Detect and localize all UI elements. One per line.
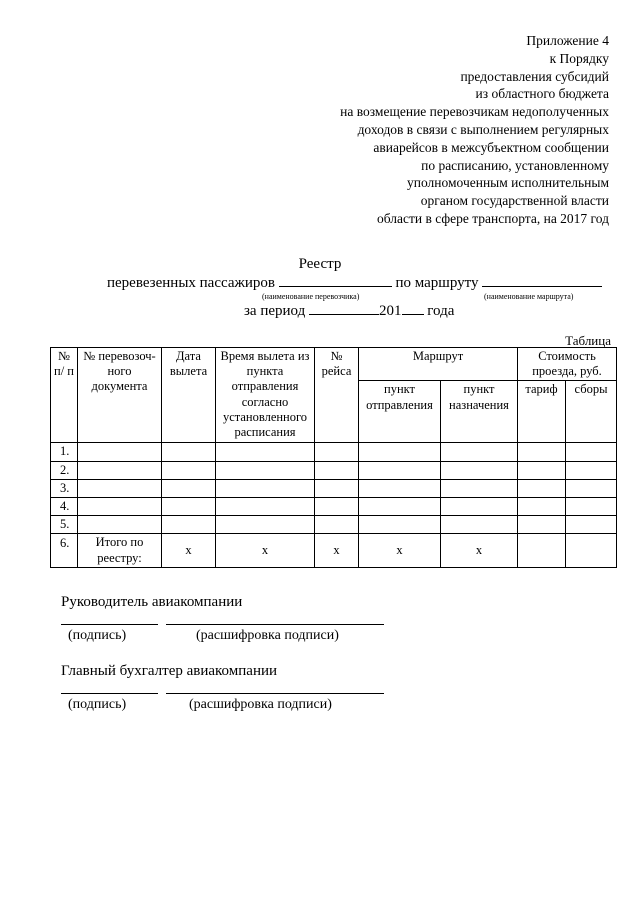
total-mark: х (162, 534, 216, 567)
table-cell[interactable] (78, 516, 162, 534)
table-cell[interactable] (441, 498, 518, 516)
table-cell[interactable] (162, 498, 216, 516)
table-cell[interactable] (566, 443, 617, 461)
table-cell[interactable] (315, 461, 359, 479)
row-number: 2. (51, 461, 78, 479)
appendix-line: авиарейсов в межсубъектном сообщении (373, 139, 609, 155)
table-cell[interactable] (441, 443, 518, 461)
appendix-line: на возмещение перевозчикам недополученных (340, 104, 609, 120)
table-cell[interactable] (518, 498, 566, 516)
registry-title: Реестр (298, 256, 342, 272)
table-cell[interactable] (78, 461, 162, 479)
table-cell[interactable] (315, 443, 359, 461)
table-cell[interactable] (359, 443, 441, 461)
head-decoding-caption: (расшифровка подписи) (196, 628, 339, 643)
table-header-row (51, 348, 617, 381)
route-name-blank[interactable] (482, 274, 602, 287)
table-cell[interactable] (216, 479, 315, 497)
row-number: 4. (51, 498, 78, 516)
table-cell[interactable] (441, 461, 518, 479)
table-cell[interactable] (359, 479, 441, 497)
table-cell[interactable] (566, 498, 617, 516)
header-fees: сборы (566, 381, 617, 443)
appendix-line: области в сфере транспорта, на 2017 год (376, 210, 609, 226)
registry-period-line (244, 302, 454, 320)
table-total-row (51, 534, 617, 567)
appendix-line: доходов в связи с выполнением регулярных (357, 121, 609, 137)
appendix-line: по расписанию, установленному (421, 157, 609, 173)
period-year-prefix: 201 (379, 303, 402, 319)
header-document-number: № перевозоч-ного документа (78, 348, 162, 443)
row-number: 5. (51, 516, 78, 534)
row-number: 1. (51, 443, 78, 461)
appendix-line: Приложение 4 (526, 33, 609, 48)
table-cell[interactable] (359, 516, 441, 534)
table-row (51, 479, 617, 497)
total-row-number: 6. (51, 534, 78, 567)
total-mark: х (315, 534, 359, 567)
total-mark: х (216, 534, 315, 567)
route-hint: (наименование маршрута) (484, 292, 574, 301)
table-cell[interactable] (566, 479, 617, 497)
table-row (51, 443, 617, 461)
appendix-header (340, 32, 609, 228)
head-decoding-line[interactable] (166, 624, 384, 625)
table-cell[interactable] (216, 443, 315, 461)
appendix-line: органом государственной власти (420, 193, 609, 209)
passengers-label: перевезенных пассажиров (107, 275, 275, 291)
table-row (51, 461, 617, 479)
table-row (51, 516, 617, 534)
period-year-blank[interactable] (402, 302, 424, 315)
carrier-name-blank[interactable] (279, 274, 392, 287)
table-row (51, 498, 617, 516)
table-cell[interactable] (216, 498, 315, 516)
total-fees-cell[interactable] (566, 534, 617, 567)
table-cell[interactable] (566, 516, 617, 534)
registry-subject-line (107, 274, 602, 292)
header-row-number: № п/ п (51, 348, 78, 443)
table-cell[interactable] (315, 516, 359, 534)
table-cell[interactable] (78, 498, 162, 516)
carrier-hint: (наименование перевозчика) (262, 292, 360, 301)
total-mark: х (359, 534, 441, 567)
table-cell[interactable] (441, 516, 518, 534)
registry-table (50, 347, 617, 568)
header-origin-point: пункт отправления (359, 381, 441, 443)
appendix-line: предоставления субсидий (460, 68, 609, 84)
table-cell[interactable] (566, 461, 617, 479)
appendix-line: из областного бюджета (475, 86, 609, 102)
table-cell[interactable] (359, 498, 441, 516)
table-cell[interactable] (315, 479, 359, 497)
table-cell[interactable] (518, 479, 566, 497)
chief-accountant-title: Главный бухгалтер авиакомпании (61, 663, 278, 679)
appendix-line: к Порядку (549, 50, 609, 66)
table-cell[interactable] (518, 443, 566, 461)
table-cell[interactable] (162, 516, 216, 534)
table-cell[interactable] (78, 443, 162, 461)
route-label: по маршруту (395, 275, 479, 291)
table-cell[interactable] (216, 516, 315, 534)
accountant-decoding-caption: (расшифровка подписи) (189, 697, 332, 712)
head-signature-line[interactable] (61, 624, 158, 625)
header-fare-cost: Стоимость проезда, руб. (518, 348, 617, 381)
header-route: Маршрут (359, 348, 518, 381)
period-label: за период (244, 303, 306, 319)
header-destination-point: пункт назначения (441, 381, 518, 443)
table-cell[interactable] (216, 461, 315, 479)
table-cell[interactable] (162, 461, 216, 479)
appendix-line: уполномоченным исполнительным (407, 175, 609, 191)
table-cell[interactable] (78, 479, 162, 497)
table-cell[interactable] (359, 461, 441, 479)
accountant-decoding-line[interactable] (166, 693, 384, 694)
header-flight-number: № рейса (315, 348, 359, 443)
accountant-signature-line[interactable] (61, 693, 158, 694)
table-cell[interactable] (162, 479, 216, 497)
header-departure-time: Время вылета из пункта отправления согласно установленного расписания (216, 348, 315, 443)
table-cell[interactable] (162, 443, 216, 461)
period-blank[interactable] (309, 302, 379, 315)
table-cell[interactable] (518, 461, 566, 479)
head-signature-caption: (подпись) (68, 628, 127, 643)
table-cell[interactable] (518, 516, 566, 534)
header-departure-date: Дата вылета (162, 348, 216, 443)
total-mark: х (441, 534, 518, 567)
period-year-label: года (427, 303, 455, 319)
table-cell[interactable] (315, 498, 359, 516)
header-tariff: тариф (518, 381, 566, 443)
head-of-airline-title: Руководитель авиакомпании (61, 594, 243, 610)
table-cell[interactable] (441, 479, 518, 497)
row-number: 3. (51, 479, 78, 497)
accountant-signature-caption: (подпись) (68, 697, 127, 712)
table-label: Таблица (565, 333, 611, 348)
total-label: Итого по реестру: (78, 534, 162, 567)
total-tariff-cell[interactable] (518, 534, 566, 567)
